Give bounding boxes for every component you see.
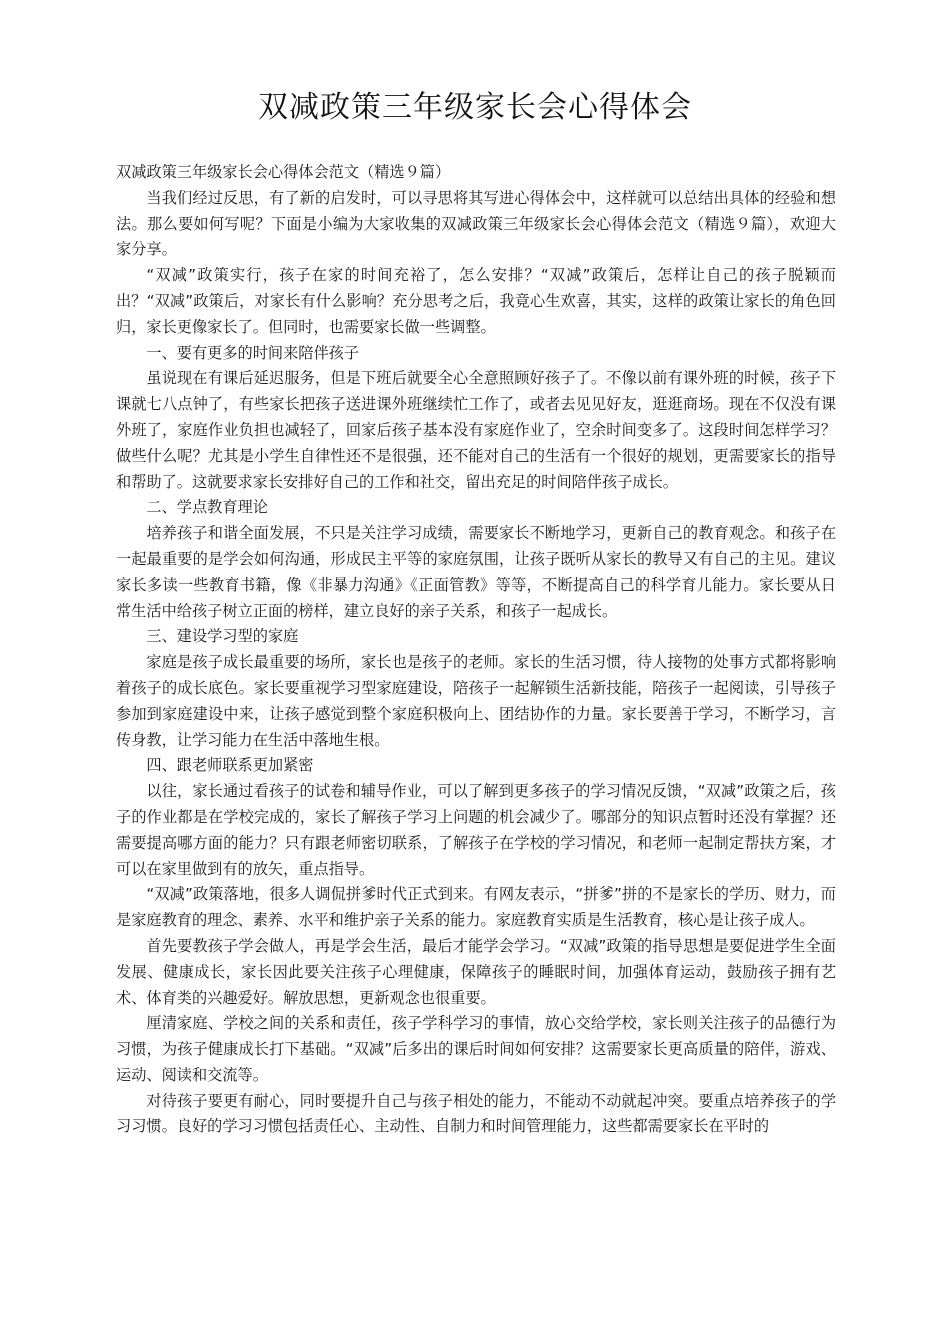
body-paragraph: 当我们经过反思，有了新的启发时，可以寻思将其写进心得体会中，这样就可以总结出具体的经验和想法。那么要如何写呢？下面是小编为大家收集的双减政策三年级家长会心得体会范文（精选９篇），欢迎大家分享。 — [116, 188, 836, 259]
document-subtitle: 双减政策三年级家长会心得体会范文（精选９篇） — [116, 163, 451, 181]
body-paragraph: “双减”政策落地，很多人调侃拼爹时代正式到来。有网友表示，“拼爹”拼的不是家长的学历、财力，而是家庭教育的理念、素养、水平和维护亲子关系的能力。家庭教育实质是生活教育，核心是让孩子成人。 — [116, 885, 836, 930]
body-paragraph: “双减”政策实行，孩子在家的时间充裕了，怎么安排？“双减”政策后，怎样让自己的孩子脱颖而出？“双减”政策后，对家长有什么影响？充分思考之后，我竟心生欢喜，其实，这样的政策让家长的角色回归，家长更像家长了。但同时，也需要家长做一些调整。 — [116, 266, 836, 336]
body-paragraph: 以往，家长通过看孩子的试卷和辅导作业，可以了解到更多孩子的学习情况反馈，“双减”政策之后，孩子的作业都是在学校完成的，家长了解孩子学习上问题的机会减少了。哪部分的知识点暂时还没有掌握？还需要提高哪方面的能力？只有跟老师密切联系，了解孩子在学校的学习情况，和老师一起制定帮扶方案，才可以在家里做到有的放矢，重点指导。 — [116, 782, 836, 878]
body-paragraph: 三、建设学习型的家庭 — [146, 627, 299, 646]
body-paragraph: 培养孩子和谐全面发展，不只是关注学习成绩，需要家长不断地学习，更新自己的教育观念。和孩子在一起最重要的是学会如何沟通，形成民主平等的家庭氛围，让孩子既听从家长的教导又有自己的主见。建议家长多读一些教育书籍，像《非暴力沟通》《正面管教》等等，不断提高自己的科学育儿能力。家长要从日常生活中给孩子树立正面的榜样，建立良好的亲子关系，和孩子一起成长。 — [116, 524, 836, 620]
document-body — [116, 160, 836, 1140]
body-paragraph: 家庭是孩子成长最重要的场所，家长也是孩子的老师。家长的生活习惯，待人接物的处事方式都将影响着孩子的成长底色。家长要重视学习型家庭建设，陪孩子一起解锁生活新技能，陪孩子一起阅读，引导孩子参加到家庭建设中来，让孩子感觉到整个家庭积极向上、团结协作的力量。家长要善于学习，不断学习，言传身教，让学习能力在生活中落地生根。 — [116, 653, 836, 749]
body-paragraph: 二、学点教育理论 — [146, 498, 268, 517]
body-paragraph: 一、要有更多的时间来陪伴孩子 — [146, 343, 360, 362]
document-title: 双减政策三年级家长会心得体会 — [258, 90, 692, 125]
body-paragraph: 虽说现在有课后延迟服务，但是下班后就要全心全意照顾好孩子了。不像以前有课外班的时候，孩子下课就七八点钟了，有些家长把孩子送进课外班继续忙工作了，或者去见见好友，逛逛商场。现在不仅没有课外班了，家庭作业负担也减轻了，回家后孩子基本没有家庭作业了，空余时间变多了。这段时间怎样学习？做些什么呢？尤其是小学生自律性还不是很强，还不能对自己的生活有一个很好的规划，更需要家长的指导和帮助了。这就要求家长安排好自己的工作和社交，留出充足的时间陪伴孩子成长。 — [116, 369, 836, 491]
body-paragraph: 对待孩子要更有耐心，同时要提升自己与孩子相处的能力，不能动不动就起冲突。要重点培养孩子的学习习惯。良好的学习习惯包括责任心、主动性、自制力和时间管理能力，这些都需要家长在平时的 — [116, 1091, 836, 1136]
body-paragraph: 首先要教孩子学会做人，再是学会生活，最后才能学会学习。“双减”政策的指导思想是要促进学生全面发展、健康成长，家长因此要关注孩子心理健康，保障孩子的睡眠时间，加强体育运动，鼓励孩子拥有艺术、体育类的兴趣爱好。解放思想，更新观念也很重要。 — [116, 936, 836, 1007]
body-paragraph: 四、跟老师联系更加紧密 — [146, 756, 314, 775]
body-paragraph: 厘清家庭、学校之间的关系和责任，孩子学科学习的事情，放心交给学校，家长则关注孩子的品德行为习惯，为孩子健康成长打下基础。“双减”后多出的课后时间如何安排？这需要家长更高质量的陪伴，游戏、运动、阅读和交流等。 — [116, 1014, 836, 1084]
